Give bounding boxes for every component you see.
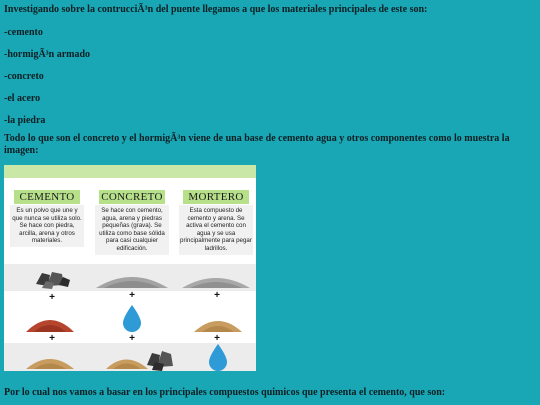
material-item-cemento: -cemento (4, 27, 43, 38)
clay-pile-icon (24, 306, 104, 334)
final-paragraph: Por lo cual nos vamos a basar en los principales compuestos quimicos que presenta el cemento, que son: (4, 387, 446, 398)
gravel-pile-icon (92, 264, 172, 292)
column-mortero (176, 190, 256, 255)
material-item-piedra: -la piedra (4, 115, 46, 126)
plus-icon: + (129, 290, 135, 301)
plus-icon: + (129, 333, 135, 344)
material-item-concreto: -concreto (4, 71, 44, 82)
explain-paragraph: Todo lo que son el concreto y el hormigÃ³n viene de una base de cemento agua y otros componentes como lo muestra la imagen: (4, 133, 510, 156)
column-title: CONCRETO (99, 190, 165, 204)
plus-icon: + (49, 292, 55, 303)
column-description: Es un polvo que une y que nunca se utiliza solo. Se hace con piedra, arcilla, arena y otros materiales. (10, 205, 84, 247)
column-cemento (7, 190, 87, 247)
infographic-header-band (4, 165, 256, 178)
intro-paragraph: Investigando sobre la contrucciÃ³n del puente llegamos a que los materiales principales de este son: (4, 4, 428, 15)
column-description: Esta compuesto de cemento y arena. Se activa el cemento con agua y se usa principalmente para pegar ladrillos. (179, 205, 253, 255)
sand-pile-icon (192, 306, 256, 334)
water-drop-icon (207, 342, 256, 370)
materials-infographic (4, 165, 256, 371)
column-title: CEMENTO (14, 190, 80, 204)
gravel-pile-icon (176, 264, 256, 292)
column-title: MORTERO (183, 190, 249, 204)
plus-icon: + (49, 333, 55, 344)
material-item-acero: -el acero (4, 93, 41, 104)
column-description: Se hace con cemento, agua, arena y piedras pequeñas (grava). Se utiliza como base sólida para casi cualquier edificación. (95, 205, 169, 255)
column-concreto (92, 190, 172, 255)
plus-icon: + (214, 290, 220, 301)
sand-pile-icon (24, 345, 104, 371)
material-item-hormigon: -hormigÃ³n armado (4, 49, 91, 60)
plus-icon: + (214, 333, 220, 344)
water-drop-icon (121, 303, 201, 331)
